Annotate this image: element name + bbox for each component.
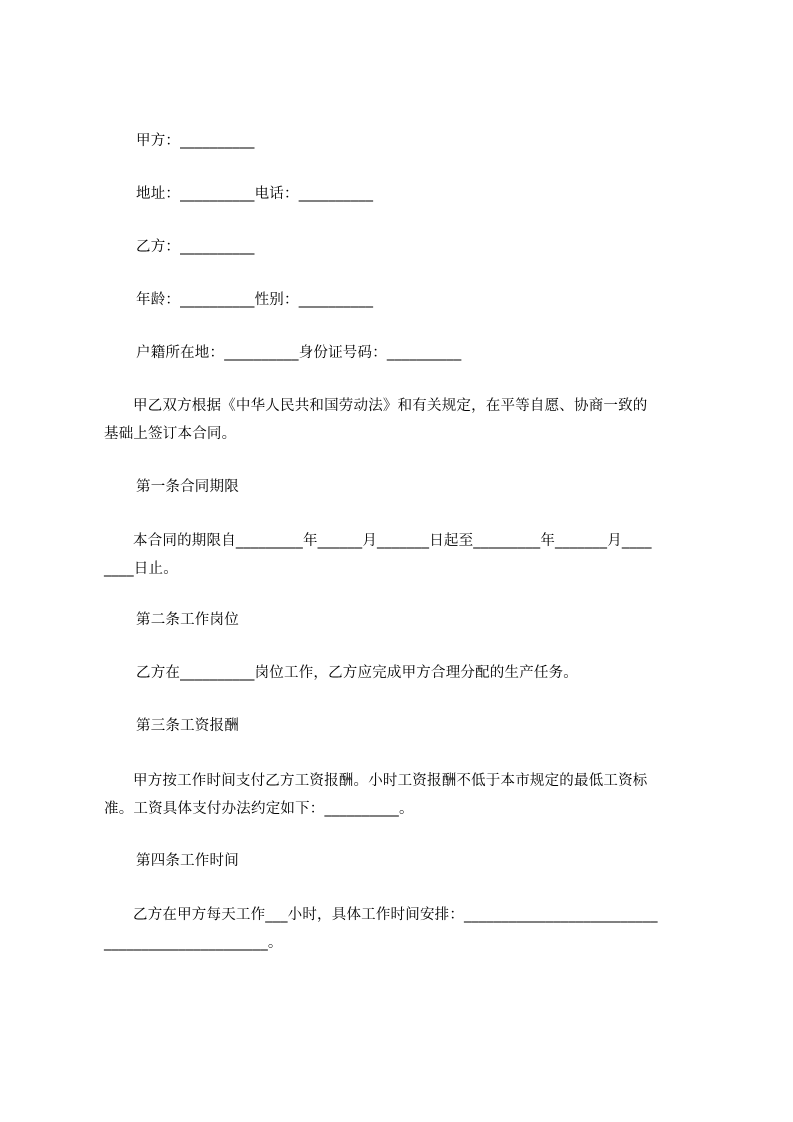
article-4-text-line-1: 乙方在甲方每天工作___小时，具体工作时间安排：__________________________ xyxy=(133,907,658,923)
article-3-text-line-1: 甲方按工作时间支付乙方工资报酬。小时工资报酬不低于本市规定的最低工资标 xyxy=(133,773,648,789)
age-gender-line: 年龄：__________性别：__________ xyxy=(136,292,374,308)
party-a-line: 甲方：__________ xyxy=(136,133,255,149)
article-2-title: 第二条工作岗位 xyxy=(136,612,239,628)
intro-paragraph-line-2: 基础上签订本合同。 xyxy=(104,426,237,442)
article-3-title: 第三条工资报酬 xyxy=(136,718,239,734)
article-2-text: 乙方在__________岗位工作，乙方应完成甲方合理分配的生产任务。 xyxy=(136,665,578,681)
article-3-text-line-2: 准。工资具体支付办法约定如下：__________。 xyxy=(104,801,414,817)
address-phone-line: 地址：__________电话：__________ xyxy=(136,186,374,202)
party-b-line: 乙方：__________ xyxy=(136,239,255,255)
article-4-title: 第四条工作时间 xyxy=(136,853,239,869)
article-1-text-line-2: ____日止。 xyxy=(104,561,178,577)
article-1-text-line-1: 本合同的期限自_________年______月_______日起至_________年_______月____ xyxy=(133,533,652,549)
article-4-text-line-2: ______________________。 xyxy=(104,935,283,951)
intro-paragraph-line-1: 甲乙双方根据《中华人民共和国劳动法》和有关规定，在平等自愿、协商一致的 xyxy=(133,398,648,414)
household-id-line: 户籍所在地：__________身份证号码：__________ xyxy=(136,345,462,361)
article-1-title: 第一条合同期限 xyxy=(136,479,239,495)
